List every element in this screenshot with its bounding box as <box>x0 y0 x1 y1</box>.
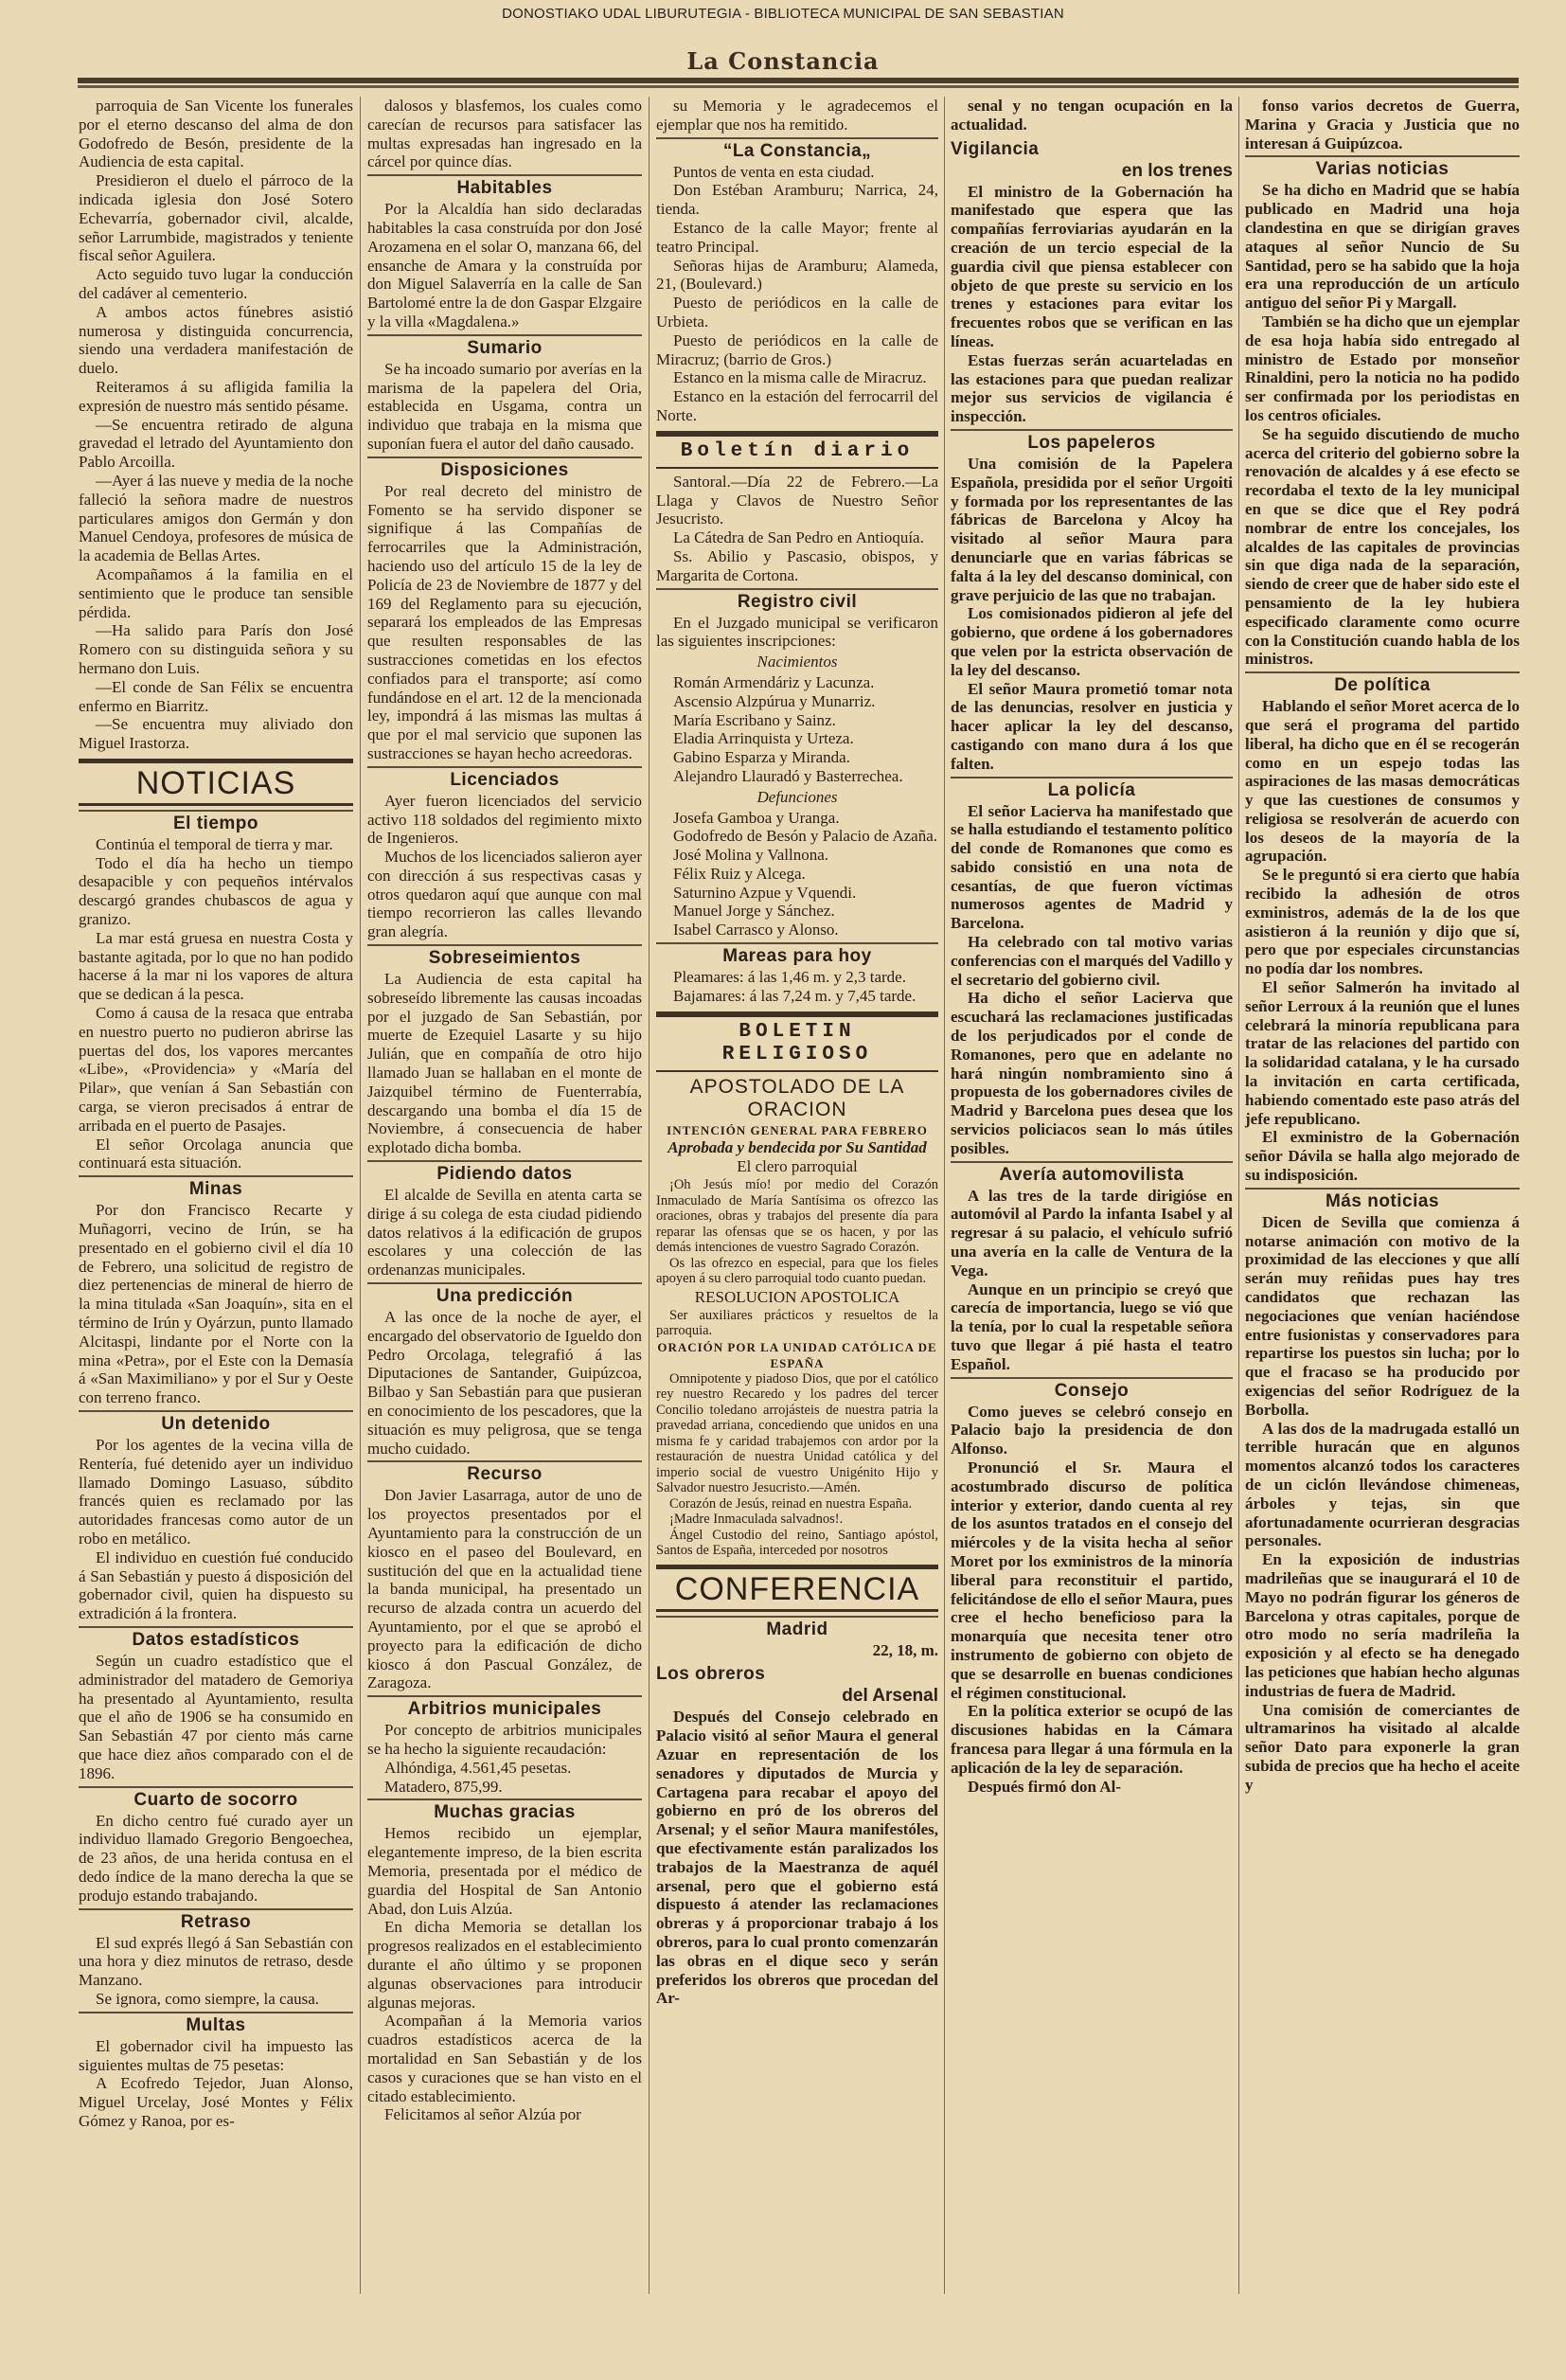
section-heading: Datos estadísticos <box>79 1626 353 1651</box>
article-paragraph: parroquia de San Vicente los funerales por el eterno descanso del alma de don Godofredo de Besón, presidente de la Audiencia de esta capital. <box>79 97 353 171</box>
dateline: 22, 18, m. <box>872 1640 938 1659</box>
article-paragraph: Se ha incoado sumario por averías en la marisma de la papelera del Oria, establecida en Usgama, contra un individuo que trabaja en la misma que suponían fuera el autor del daño causado. <box>367 359 642 453</box>
article-paragraph: Según un cuadro estadístico que el administrador del matadero de Gemoriya ha presentado al Ayuntamiento, resulta que el año de 1906 se ha consumido en San Sebastián 47 por ciento más carne que hace diez años comparado con el de 1896. <box>79 1651 353 1782</box>
article-paragraph: Isabel Carrasco y Alonso. <box>673 921 839 939</box>
prayer-paragraph: Ángel Custodio del reino, Santiago apóstol, Santos de España, interceded por nosotros <box>656 1527 938 1559</box>
article-paragraph: Hablando el señor Moret acerca de lo que será el programa del partido liberal, ha dicho que en él se recogerán como en un espejo todas las aspiraciones de las masas democráticas y que las cuestiones de consumos y religiosa se resolverán de acuerdo con los deseos de la mayoría de la agrupación. <box>1245 697 1520 866</box>
article-paragraph: Presidieron el duelo el párroco de la indicada iglesia don José Sotero Echevarría, gobernador civil, alcalde, señor Larrumbide, magistrados y teniente fiscal señor Aguilera. <box>79 171 353 265</box>
article-paragraph: Don Javier Lasarraga, autor de uno de los proyectos presentados por el Ayuntamiento para la construcción de un kiosco en el paseo del Boulevard, en sustitución del que en la actualidad tiene la banda municipal, ha presentado un recurso de alzada contra un acuerdo del Ayuntamiento, por el que se aprobó el proyecto para la edificación de dicho kiosco á don Pascual González, de Zaragoza. <box>367 1486 642 1692</box>
section-banner: BOLETIN RELIGIOSO <box>656 1011 938 1072</box>
article-paragraph: senal y no tengan ocupación en la actualidad. <box>951 97 1233 134</box>
section-banner: Boletín diario <box>656 431 938 469</box>
section-heading: La policía <box>951 777 1233 801</box>
list-subheading: Defunciones <box>756 787 838 806</box>
article-paragraph: Alhóndiga, 4.561,45 pesetas. <box>384 1758 572 1777</box>
article-paragraph: El gobernador civil ha impuesto las siguientes multas de 75 pesetas: <box>79 2036 353 2074</box>
article-paragraph: Ha celebrado con tal motivo varias conferencias con el marqués del Vadillo y el secretario del gobierno civil. <box>951 933 1233 989</box>
article-paragraph: Se ignora, como siempre, la causa. <box>96 1989 320 2008</box>
article-paragraph: La Cátedra de San Pedro en Antioquía. <box>673 528 924 547</box>
article-paragraph: Félix Ruiz y Alcega. <box>673 864 806 883</box>
list-subheading: Nacimientos <box>756 653 838 671</box>
section-heading: De política <box>1245 671 1520 696</box>
article-paragraph: El señor Orcolaga anuncia que continuará esta situación. <box>79 1135 353 1172</box>
article-paragraph: Acompañan á la Memoria varios cuadros estadísticos acerca de la mortalidad en San Sebastián y de los casos y curaciones que se han visto en el citado establecimiento. <box>367 2012 642 2105</box>
column-divider <box>1238 97 1239 2294</box>
section-heading: Sumario <box>367 334 642 359</box>
article-paragraph: A las once de la noche de ayer, el encargado del observatorio de Igueldo don Pedro Orcolaga, telegrafió á las Diputaciones de Santander, Guipúzcoa, Bilbao y San Sebastián para que pusieran en conocimiento de los pescadores, que la situación es muy peligrosa, que se tenga mucho cuidado. <box>367 1308 643 1458</box>
article-paragraph: El señor Lacierva ha manifestado que se halla estudiando el testamento político del conde de Romanones que como es sabido consistió en una nota de cesantías, de que fueron víctimas numerosos agentes de Madrid y Barcelona. <box>951 801 1233 933</box>
article-paragraph: El alcalde de Sevilla en atenta carta se dirige á su colega de esta ciudad pidiendo datos relativos á la edificación de grupos escolares y una colección de las ordenanzas municipales. <box>367 1186 642 1279</box>
article-paragraph: Eladia Arrinquista y Urteza. <box>673 729 854 748</box>
article-paragraph: Pleamares: á las 1,46 m. y 2,3 tarde. <box>673 968 906 987</box>
article-paragraph: Josefa Gamboa y Uranga. <box>673 808 840 827</box>
article-paragraph: Estanco en la misma calle de Miracruz. <box>673 368 927 387</box>
article-paragraph: Ss. Abilio y Pascasio, obispos, y Margarita de Cortona. <box>656 546 938 584</box>
article-paragraph: Por don Francisco Recarte y Muñagorri, vecino de Irún, se ha presentado en el gobierno civil el día 10 de Febrero, una solicitud de registro de diez pertenencias de mineral de hierro de la mina titulada «San Joaquín», sita en el término de Irún y Oyárzun, punto llamado Alcitaspi, lindante por el Norte con la mina «Petra», por el Este con la Demasía á «San Maximiliano» y por el Sur y Oeste con terreno franco. <box>79 1201 353 1407</box>
article-paragraph: Puntos de venta en esta ciudad. <box>673 162 875 181</box>
article-paragraph: su Memoria y le agradecemos el ejemplar que nos ha remitido. <box>656 97 938 134</box>
article-paragraph: Pronunció el Sr. Maura el acostumbrado discurso de política interior y exterior, dando cuenta al rey de los asuntos tratados en el consejo del miércoles y de la visita hecha al señor Moret por los exministros de la minoría liberal para reconstituir el partido, felicitándose de ello el señor Maura, pues cree el hecho beneficioso para la monarquía que necesita tener otro instrumento de gobierno con objeto de que se desarrolle en buenas condiciones el régimen constitucional. <box>951 1458 1233 1702</box>
article-paragraph: El exministro de la Gobernación señor Dávila se halla algo mejorado de su indisposición. <box>1245 1128 1520 1185</box>
section-heading: Multas <box>79 2012 353 2036</box>
article-paragraph: Continúa el temporal de tierra y mar. <box>96 834 333 853</box>
section-heading: Avería automovilista <box>951 1161 1233 1186</box>
article-paragraph: Todo el día ha hecho un tiempo desapacible y con pequeños intérvalos descargó grandes chubascos de agua y granizo. <box>79 853 353 929</box>
section-heading: El tiempo <box>79 810 353 834</box>
prayer-paragraph: Omnipotente y piadoso Dios, que por el católico rey nuestro Recaredo y los padres del tercer Concilio toledano arrojásteis de nuestra patria la pravedad arriana, concediendo que unidos en una misma fe y caridad trabajemos con ardor por la restauración de nuestra Unidad católica y del imperio social de vuestro Unigénito Hijo y Salvador nuestro Jesucristo.—Amén. <box>656 1370 938 1496</box>
article-paragraph: En dicha Memoria se detallan los progresos realizados en el establecimiento durante el año último y se proponen algunas observaciones para introducir algunas mejoras. <box>367 1918 642 2012</box>
section-heading: Los papeleros <box>951 429 1233 454</box>
header-rule <box>78 78 1519 85</box>
column-4 <box>951 97 1233 1796</box>
section-heading-continued: en los trenes <box>1121 160 1233 181</box>
article-paragraph: El señor Salmerón ha invitado al señor Lerroux á la reunión que el lunes celebrará la minoría republicana para tratar de las relaciones del partido con la solidaridad catalana, y le ha cursado la invitación en carta certificada, habiendo comentado este paso atrás del jefe republicano. <box>1245 978 1520 1128</box>
article-paragraph: Gabino Esparza y Miranda. <box>673 748 850 767</box>
article-paragraph: Como á causa de la resaca que entraba en nuestro puerto no pudieron abrirse las puertas del dos, los vapores mercantes «Libe», «Providencia» y «María del Pilar», que venían á San Sebastián con carga, se vieron precisados á entrar de arribada en el puerto de Pasajes. <box>79 1004 353 1135</box>
section-heading: Licenciados <box>367 766 642 791</box>
section-heading: Recurso <box>367 1460 642 1485</box>
prayer-paragraph: Os las ofrezco en especial, para que los fieles apoyen á su clero parroquial todo cuanto puedan. <box>656 1255 938 1287</box>
article-paragraph: dalosos y blasfemos, los cuales como carecían de recursos para satisfacer las multas expresadas han ingresado en la cárcel por quince días. <box>367 97 642 171</box>
section-heading: Habitables <box>367 174 642 199</box>
article-paragraph: Puesto de periódicos en la calle de Miracruz; (barrio de Gros.) <box>656 331 938 368</box>
article-paragraph: Una comisión de comerciantes de ultramarinos ha visitado al alcalde señor Dato para exponerle la gran subida de precios que ha hecho el aceite y <box>1245 1700 1520 1794</box>
article-paragraph: A ambos actos fúnebres asistió numerosa y distinguida concurrencia, siendo una verdadera manifestación de duelo. <box>79 302 353 378</box>
article-paragraph: Saturnino Azpue y Vquendi. <box>673 883 857 902</box>
bulletin-title: APOSTOLADO DE LA ORACION <box>689 1075 905 1120</box>
section-heading: Un detenido <box>79 1410 353 1435</box>
article-paragraph: Aunque en un principio se creyó que carecía de importancia, luego se vió que la tenía, por lo cual la respetable señora tuvo que llegar á pié hasta el teatro Español. <box>951 1279 1233 1373</box>
article-paragraph: El sud exprés llegó á San Sebastián con una hora y diez minutos de retraso, desde Manzano. <box>79 1933 353 1990</box>
article-paragraph: La mar está gruesa en nuestra Costa y bastante agitada, por lo que no han podido hacerse á la mar ni los vapores de altura que se dedican á la pesca. <box>79 928 353 1004</box>
prayer-paragraph: Corazón de Jesús, reinad en nuestra España. <box>669 1495 913 1512</box>
article-paragraph: También se ha dicho que un ejemplar de esa hoja había sido entregado al ministro de Estado por monseñor Rinaldini, pero la noticia no ha podido ser confirmada por los periodistas en los centros oficiales. <box>1245 312 1520 424</box>
article-paragraph: Felicitamos al señor Alzúa por <box>384 2105 581 2124</box>
centered-line: El clero parroquial <box>737 1157 858 1176</box>
article-paragraph: Muchos de los licenciados salieron ayer con dirección á sus respectivas casas y otros quedaron aquí que aunque con mal tiempo recorrieron las calles llevando gran alegría. <box>367 848 642 941</box>
article-paragraph: —Se encuentra muy aliviado don Miguel Irastorza. <box>79 715 353 753</box>
column-divider <box>360 97 361 2294</box>
section-banner: CONFERENCIA <box>656 1565 938 1612</box>
article-paragraph: El ministro de la Gobernación ha manifestado que espera que las compañías ferroviarias ayudarán en la creación de un tercio especial de la guardia civil que piensa establecer con objeto de que preste su servicio en los trenes y estaciones para evitar los frecuentes robos que se verifican en las líneas. <box>951 182 1233 350</box>
article-paragraph: En dicho centro fué curado ayer un individuo llamado Gregorio Bengoechea, de 23 años, de una herida contusa en el dedo índice de la mano derecha la que se produjo estando trabajando. <box>79 1811 353 1905</box>
article-paragraph: Se le preguntó si era cierto que había recibido la adhesión de otros exministros, además de la de los que asistieron á la reunión y dijo que sí, pero que por especiales circunstancias no podía dar los nombres. <box>1245 866 1520 978</box>
section-heading: Cuarto de socorro <box>79 1786 353 1811</box>
article-paragraph: Matadero, 875,99. <box>384 1777 503 1796</box>
article-paragraph: Por los agentes de la vecina villa de Rentería, fué detenido ayer un individuo llamado Domingo Lasuaso, súbdito francés quien es reclamado por las autoridades francesas como autor de un robo en metálico. <box>79 1436 353 1548</box>
article-paragraph: El señor Maura prometió tomar nota de las denuncias, resolver en justicia y hacer aplicar la ley del descanso, castigando con mano dura á los que falten. <box>951 679 1233 773</box>
section-heading: Madrid <box>656 1616 938 1640</box>
article-paragraph: Ayer fueron licenciados del servicio activo 118 soldados del regimiento mixto de Ingenieros. <box>367 791 642 848</box>
article-paragraph: —Ayer á las nueve y media de la noche falleció la señora madre de nuestros particulares amigos don Germán y don Manuel Cendoya, profesores de música de la academia de Bellas Artes. <box>79 471 353 565</box>
section-heading: Varias noticias <box>1245 155 1520 180</box>
article-paragraph: Acto seguido tuvo lugar la conducción del cadáver al cementerio. <box>79 265 353 302</box>
section-heading: Consejo <box>951 1377 1233 1402</box>
article-paragraph: Puesto de periódicos en la calle de Urbieta. <box>656 294 938 331</box>
article-paragraph: Hemos recibido un ejemplar, elegantemente impreso, de la bien escrita Memoria, presentada por el médico de guardia del Hospital de San Antonio Abad, don Luis Alzúa. <box>367 1824 642 1918</box>
article-paragraph: —Ha salido para París don José Romero con su distinguida señora y su hermano don Luis. <box>79 621 353 677</box>
article-paragraph: A las tres de la tarde dirigióse en automóvil al Pardo la infanta Isabel y al regresar á su palacio, el vehículo sufrió una avería en la calle de Ventura de la Vega. <box>951 1186 1233 1279</box>
article-paragraph: Se ha seguido discutiendo de mucho acerca del criterio del gobierno sobre la renovación de alcaldes y á ese efecto se recordaba el texto de la ley municipal en que se dice que el Rey podrá nombrar de entre los concejales, los alcaldes de las capitales de provincias sin que diga nada de la separación, siendo de creer que de haber sido este el pensamiento de la ley hubiera especificado claramente como ocurre con la Constitución cuando habla de los ministros. <box>1245 424 1520 669</box>
bulletin-approval: Aprobada y bendecida por Su Santidad <box>667 1137 927 1156</box>
article-paragraph: Santoral.—Día 22 de Febrero.—La Llaga y Clavos de Nuestro Señor Jesucristo. <box>656 472 938 528</box>
article-paragraph: Dicen de Sevilla que comienza á notarse animación con motivo de la proximidad de las elecciones y que allí serán muy reñidas pues hay tres candidatos que rechazan las negociaciones que venían haciéndose entre fusionistas y conservadores para repartirse los puestos sin lucha; por lo que el fracaso se ha producido por exigencias del señor Rodríguez de la Borbolla. <box>1245 1212 1520 1419</box>
article-paragraph: En la exposición de industrias madrileñas que se inaugurará el 10 de Mayo no podrán figurar los géneros de Barcelona y otras capitales, porque de otro modo no sería madrileña la exposición y al efecto se ha denegado las peticiones que habían hecho algunas industrias de fuera de Madrid. <box>1245 1550 1520 1700</box>
section-heading: Muchas gracias <box>367 1798 642 1823</box>
column-3 <box>656 97 938 2008</box>
article-paragraph: Por real decreto del ministro de Fomento se ha servido disponer se signifique á las Compañías de ferrocarriles que la Administración, haciendo uso del artículo 15 de la ley de Policía de 23 de Noviembre de 1877 y del 169 del Reglamento para su ejecución, separará los empleados de las Empresas que resulten responsables de las sustracciones cometidas en los efectos confiados para el transporte; así como fundándose en el art. 12 de la mencionada ley, impondrá á las mismas las multas á que por el mal servicio que suponen las sustracciones se hayan hecho acreedoras. <box>367 481 642 762</box>
column-divider <box>649 97 650 2294</box>
article-paragraph: Manuel Jorge y Sánchez. <box>673 902 835 921</box>
newspaper-masthead: La Constancia <box>686 47 880 75</box>
section-banner: NOTICIAS <box>79 759 353 806</box>
section-heading: “La Constancia„ <box>656 137 938 162</box>
article-paragraph: Señoras hijas de Aramburu; Alameda, 21, (Boulevard.) <box>656 256 938 294</box>
section-heading: Arbitrios municipales <box>367 1695 642 1720</box>
section-heading: Una predicción <box>367 1282 642 1307</box>
article-paragraph: A las dos de la madrugada estalló un terrible huracán que en algunos momentos alcanzó todos los caracteres de un ciclón llevándose chimeneas, árboles y tejas, sin que afortunadamente ocurrieran desgracias personales. <box>1245 1419 1520 1550</box>
article-paragraph: Una comisión de la Papelera Española, presidida por el señor Urgoiti y formada por los representantes de las fábricas de Barcelona y Alcoy ha visitado al señor Maura para denunciarle que en varias fábricas se falta á la ley del descanso dominical, con grave perjuicio de las que no trabajan. <box>951 454 1233 604</box>
column-divider <box>944 97 945 2294</box>
article-paragraph: Ha dicho el señor Lacierva que escuchará las reclamaciones justificadas de los perjudicados por el conde de Romanones, pero que en adelante no hará ningún nombramiento sino á propuesta de los gobernadores civiles de Madrid y Barcelona pues desea que los servicios policiacos sean lo más útiles posibles. <box>951 989 1233 1157</box>
article-paragraph: fonso varios decretos de Guerra, Marina y Gracia y Justicia que no interesan á Guipúzcoa. <box>1245 97 1520 152</box>
column-5 <box>1245 97 1520 1795</box>
bulletin-subtitle: ORACIÓN POR LA UNIDAD CATÓLICA DE ESPAÑA <box>657 1339 937 1370</box>
article-paragraph: Se ha dicho en Madrid que se había publicado en Madrid una hoja clandestina en que se dirigían graves ataques al señor Nuncio de Su Santidad, pero se ha sabido que la hoja era una reproducción de un artículo antiguo del señor Pi y Margall. <box>1245 181 1520 313</box>
article-paragraph: Después firmó don Al- <box>968 1777 1121 1796</box>
column-1 <box>79 97 353 2131</box>
article-paragraph: María Escribano y Sainz. <box>673 710 836 729</box>
prayer-paragraph: ¡Madre Inmaculada salvadnos!. <box>669 1512 844 1528</box>
article-paragraph: Los comisionados pidieron al jefe del gobierno, que ordene á los gobernadores que velen por la estricta observación de la ley del descanso. <box>951 604 1233 679</box>
article-paragraph: Don Estéban Aramburu; Narrica, 24, tienda. <box>656 181 938 219</box>
article-paragraph: Godofredo de Besón y Palacio de Azaña. <box>673 827 937 846</box>
article-paragraph: Román Armendáriz y Lacunza. <box>673 672 875 691</box>
article-paragraph: El individuo en cuestión fué conducido á San Sebastián y puesto á disposición del gobernador civil, quien ha dispuesto su extradición á la frontera. <box>79 1548 353 1623</box>
article-paragraph: Reiteramos á su afligida familia la expresión de nuestro más sentido pésame. <box>79 377 353 415</box>
article-paragraph: —El conde de San Félix se encuentra enfermo en Biarritz. <box>79 677 353 715</box>
section-heading: Vigilancia <box>951 138 1040 159</box>
section-heading: Mareas para hoy <box>656 942 938 967</box>
bulletin-subtitle: INTENCIÓN GENERAL PARA FEBRERO <box>667 1122 928 1137</box>
prayer-paragraph: ¡Oh Jesús mío! por medio del Corazón Inmaculado de María Santísima os ofrezco las oraciones, obras y trabajos del presente día para reparar las ofensas que se os hacen, y por las demás intenciones de vuestro Sagrado Corazón. <box>656 1177 938 1256</box>
section-heading-continued: del Arsenal <box>842 1686 938 1707</box>
article-paragraph: Después del Consejo celebrado en Palacio visitó al señor Maura el general Azuar en representación de los senadores y diputados de Murcia y Cartagena para recabar el apoyo del gobierno en pró de los obreros del Arsenal; y el señor Maura manifestóles, que efectivamente están paralizados los trabajos de la Maestranza de aquél arsenal, pero que el gobierno está dispuesto á atender las reclamaciones obreras y á proporcionar trabajo á los obreros, para lo cual pronto comenzarán las obras en el dique seco y serán preferidos los obreros que procedan del Ar- <box>656 1708 938 2008</box>
section-heading: Retraso <box>79 1908 353 1933</box>
article-paragraph: José Molina y Vallnona. <box>673 846 829 865</box>
article-paragraph: Estanco en la estación del ferrocarril del Norte. <box>656 387 938 424</box>
article-paragraph: Por la Alcaldía han sido declaradas habitables la casa construída por don José Arozamena en el solar O, manzana 66, del ensanche de Amara y la construída por don Miguel Salaverría en la calle de San Bartolomé entre la de don Gaspar Elzgaire y la villa «Magdalena.» <box>367 200 642 331</box>
section-heading: Más noticias <box>1245 1188 1520 1212</box>
article-paragraph: Estas fuerzas serán acuarteladas en las estaciones para que puedan realizar mejor sus servicios de vigilancia é inspección. <box>951 350 1233 426</box>
article-paragraph: Alejandro Llauradó y Basterrechea. <box>673 766 903 785</box>
article-paragraph: Acompañamos á la familia en el sentimiento que le produce tan sensible pérdida. <box>79 564 353 621</box>
article-paragraph: La Audiencia de esta capital ha sobreseído libremente las causas incoadas por el juzgado de San Sebastián, por muerte de Ezequiel Lasarte y su hijo Julián, que en compañía de otro hijo llamado Juan se hallaban en el monte de Jaizquibel término de Fuenterrabía, descargando una bomba el día 15 de Noviembre, á consecuencia de haber explotado dicha bomba. <box>367 970 642 1157</box>
article-paragraph: A Ecofredo Tejedor, Juan Alonso, Miguel Urcelay, José Montes y Félix Gómez y Ranoa, por es- <box>79 2074 353 2130</box>
section-heading: Sobreseimientos <box>367 944 642 969</box>
section-heading: Disposiciones <box>367 456 642 481</box>
section-heading: Los obreros <box>656 1664 766 1685</box>
centered-line: RESOLUCION APOSTOLICA <box>694 1287 900 1306</box>
prayer-paragraph: Ser auxiliares prácticos y resueltos de la parroquia. <box>656 1307 938 1339</box>
article-paragraph: Ascensio Alzpúrua y Munarriz. <box>673 691 876 710</box>
section-heading: Registro civil <box>656 588 938 613</box>
article-paragraph: Estanco de la calle Mayor; frente al teatro Principal. <box>656 218 938 256</box>
article-paragraph: En la política exterior se ocupó de las discusiones habidas en la Cámara francesa para llegar á una fórmula en la aplicación de la ley de separación. <box>951 1702 1233 1777</box>
article-paragraph: —Se encuentra retirado de alguna gravedad el letrado del Ayuntamiento don Pablo Arcoilla. <box>79 415 353 472</box>
library-source-line: DONOSTIAKO UDAL LIBURUTEGIA - BIBLIOTECA MUNICIPAL DE SAN SEBASTIAN <box>502 6 1064 22</box>
section-heading: Pidiendo datos <box>367 1160 642 1185</box>
article-paragraph: Por concepto de arbitrios municipales se ha hecho la siguiente recaudación: <box>367 1721 642 1758</box>
column-2 <box>367 97 642 2124</box>
section-heading: Minas <box>79 1175 353 1200</box>
article-paragraph: En el Juzgado municipal se verificaron las siguientes inscripciones: <box>656 613 938 651</box>
article-paragraph: Bajamares: á las 7,24 m. y 7,45 tarde. <box>673 986 916 1005</box>
article-paragraph: Como jueves se celebró consejo en Palacio bajo la presidencia de don Alfonso. <box>951 1402 1233 1458</box>
